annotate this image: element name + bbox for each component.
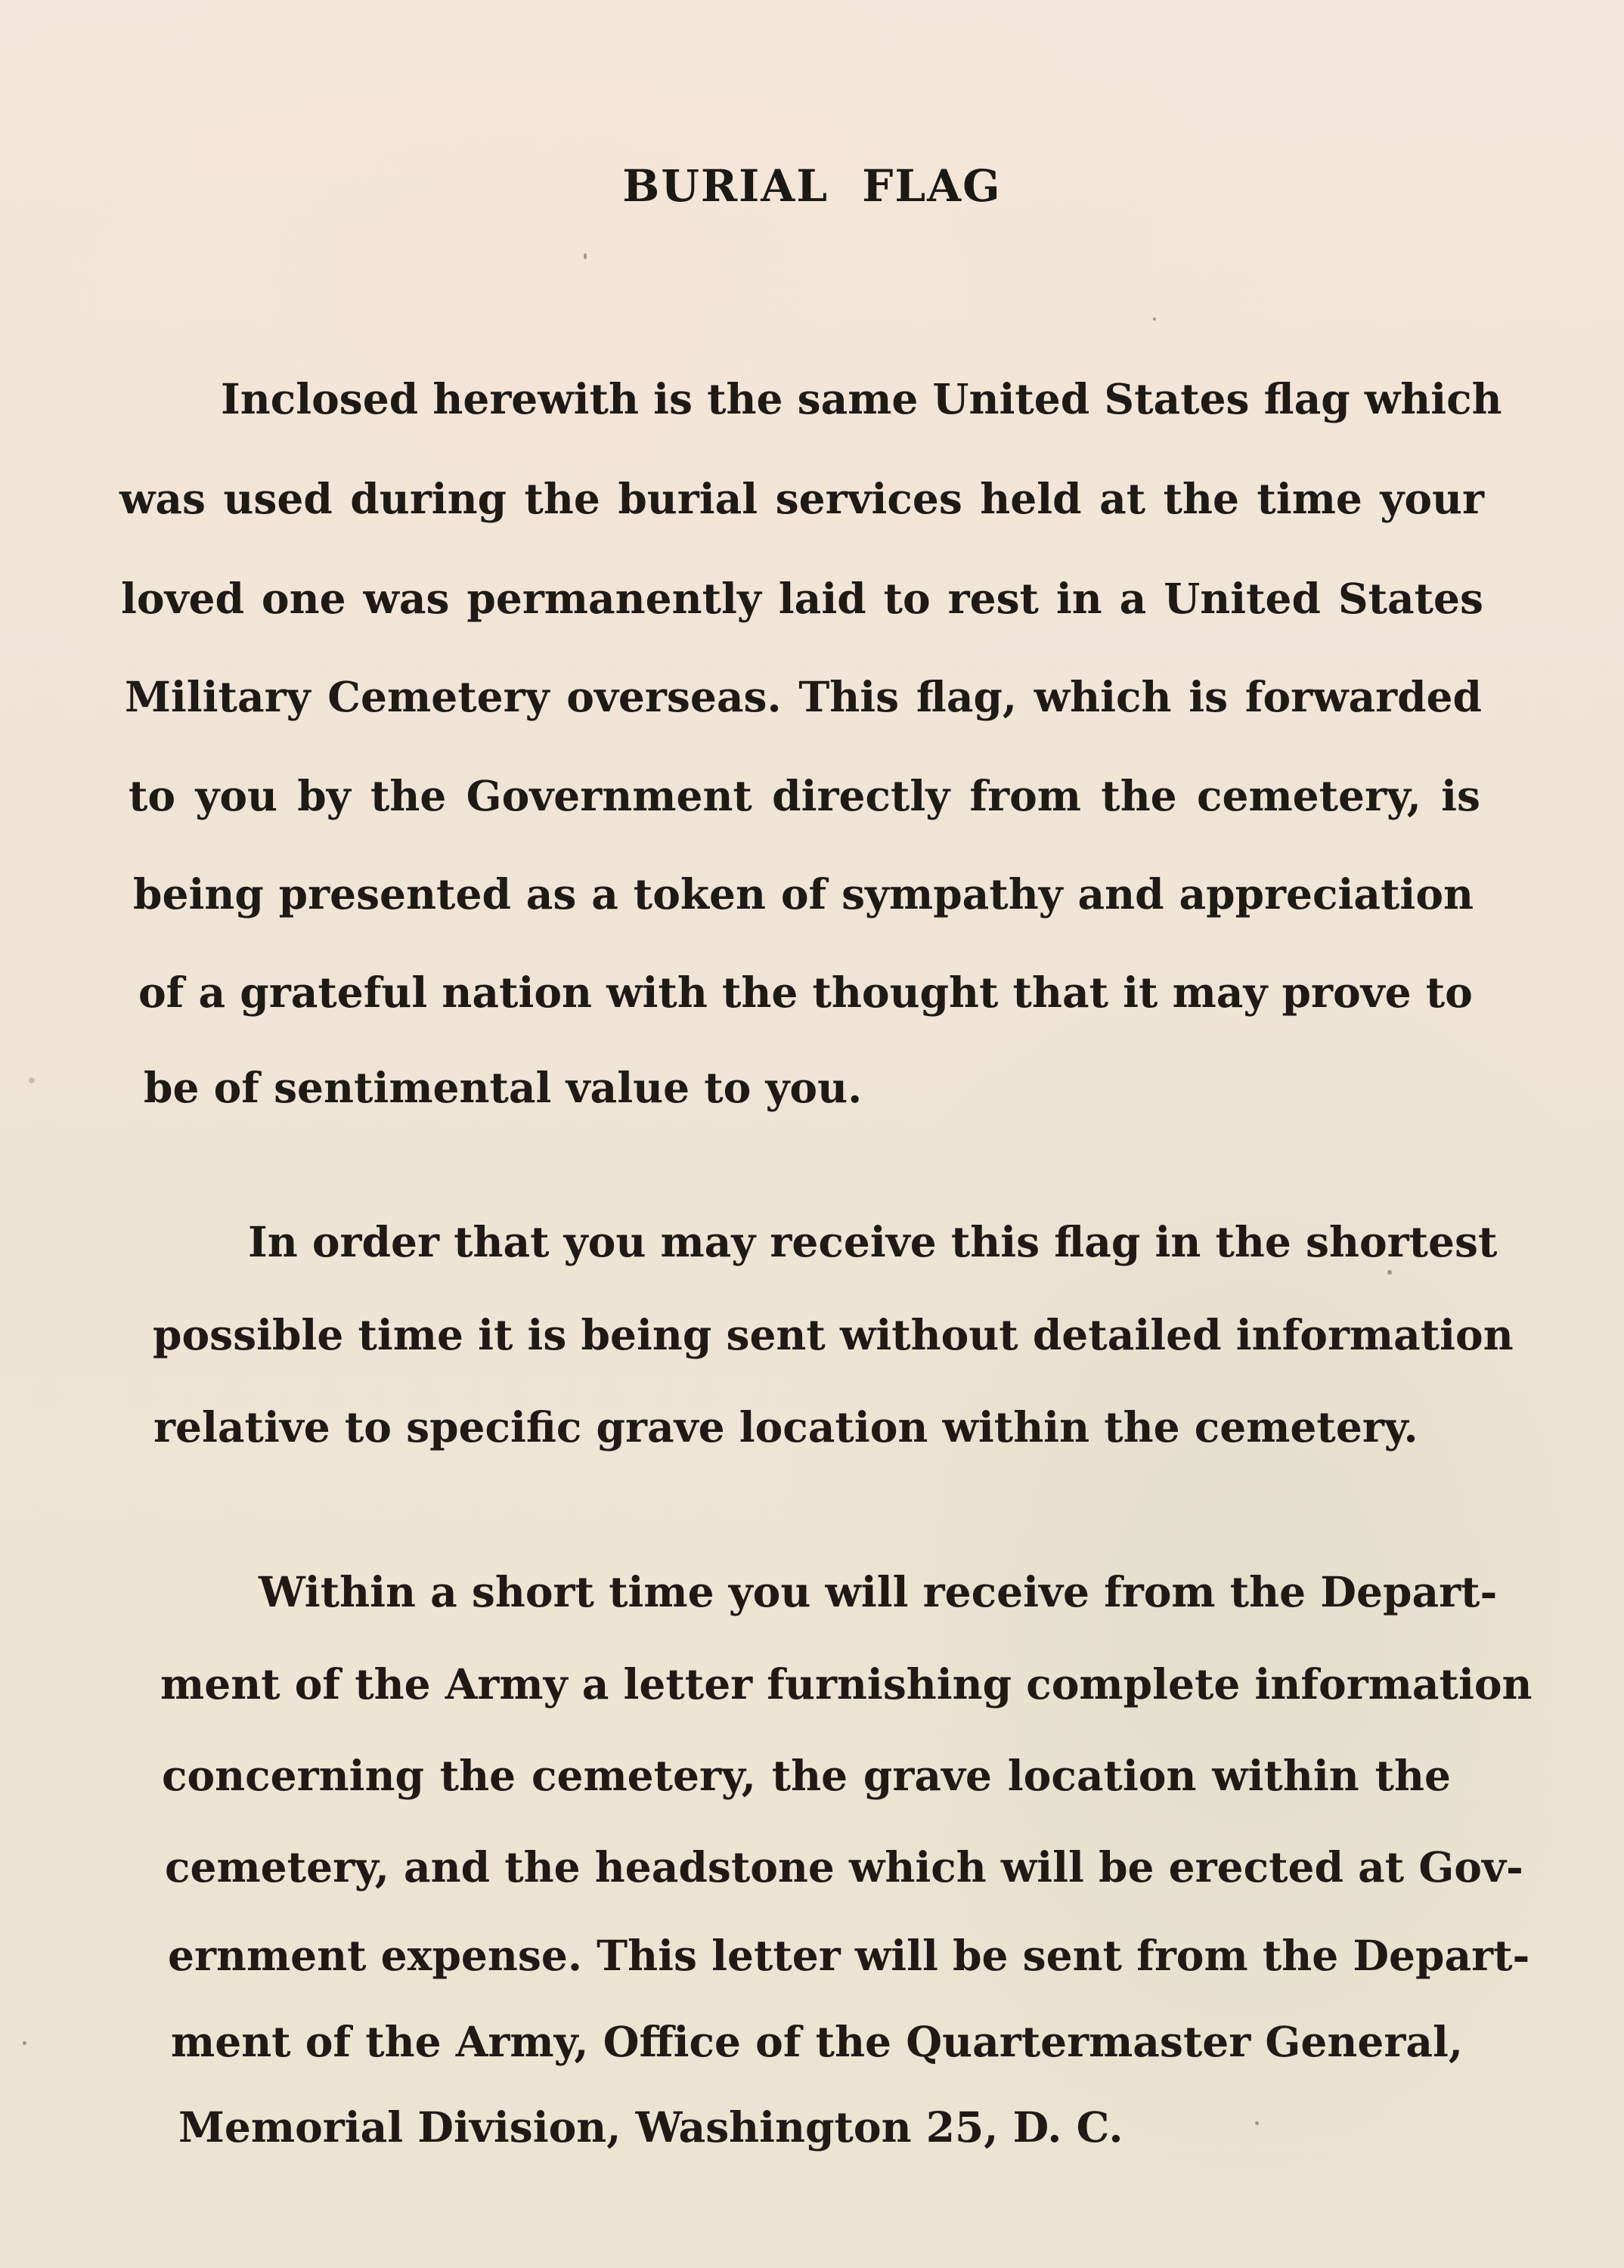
text-line: possible time it is being sent without detailed information bbox=[153, 1310, 1514, 1359]
document-title: BURIAL FLAG bbox=[622, 160, 1002, 212]
text-line: concerning the cemetery, the grave location within the bbox=[162, 1751, 1451, 1800]
text-line: loved one was permanently laid to rest in a United States bbox=[121, 574, 1483, 623]
paper-speck bbox=[1153, 318, 1156, 321]
text-line: cemetery, and the headstone which will be erected at Gov- bbox=[165, 1842, 1523, 1892]
text-line: being presented as a token of sympathy and appreciation bbox=[133, 869, 1474, 919]
text-line: Within a short time you will receive from the Depart- bbox=[259, 1567, 1498, 1616]
text-line: Inclosed herewith is the same United States flag which bbox=[221, 374, 1502, 423]
paper-speck bbox=[1255, 2121, 1259, 2125]
paper-speck bbox=[29, 1077, 35, 1083]
text-line: relative to specific grave location within the cemetery. bbox=[153, 1402, 1418, 1452]
text-line: ernment expense. This letter will be sent from the Depart- bbox=[168, 1931, 1530, 1980]
text-line: be of sentimental value to you. bbox=[144, 1063, 863, 1112]
text-line: Military Cemetery overseas. This flag, which is forwarded bbox=[125, 672, 1482, 721]
paper-speck bbox=[23, 2041, 26, 2045]
text-line: to you by the Government directly from the cemetery, is bbox=[129, 771, 1480, 820]
text-line: of a grateful nation with the thought that it may prove to bbox=[138, 968, 1473, 1017]
paper-speck bbox=[584, 253, 587, 259]
paper-speck bbox=[1387, 1270, 1392, 1275]
text-line: was used during the burial services held at the time your bbox=[119, 474, 1484, 523]
text-line: ment of the Army a letter furnishing complete information bbox=[160, 1659, 1533, 1709]
text-line: ment of the Army, Office of the Quartermaster General, bbox=[171, 2017, 1464, 2066]
text-line: In order that you may receive this flag in the shortest bbox=[248, 1217, 1498, 1266]
text-line: Memorial Division, Washington 25, D. C. bbox=[178, 2102, 1123, 2152]
